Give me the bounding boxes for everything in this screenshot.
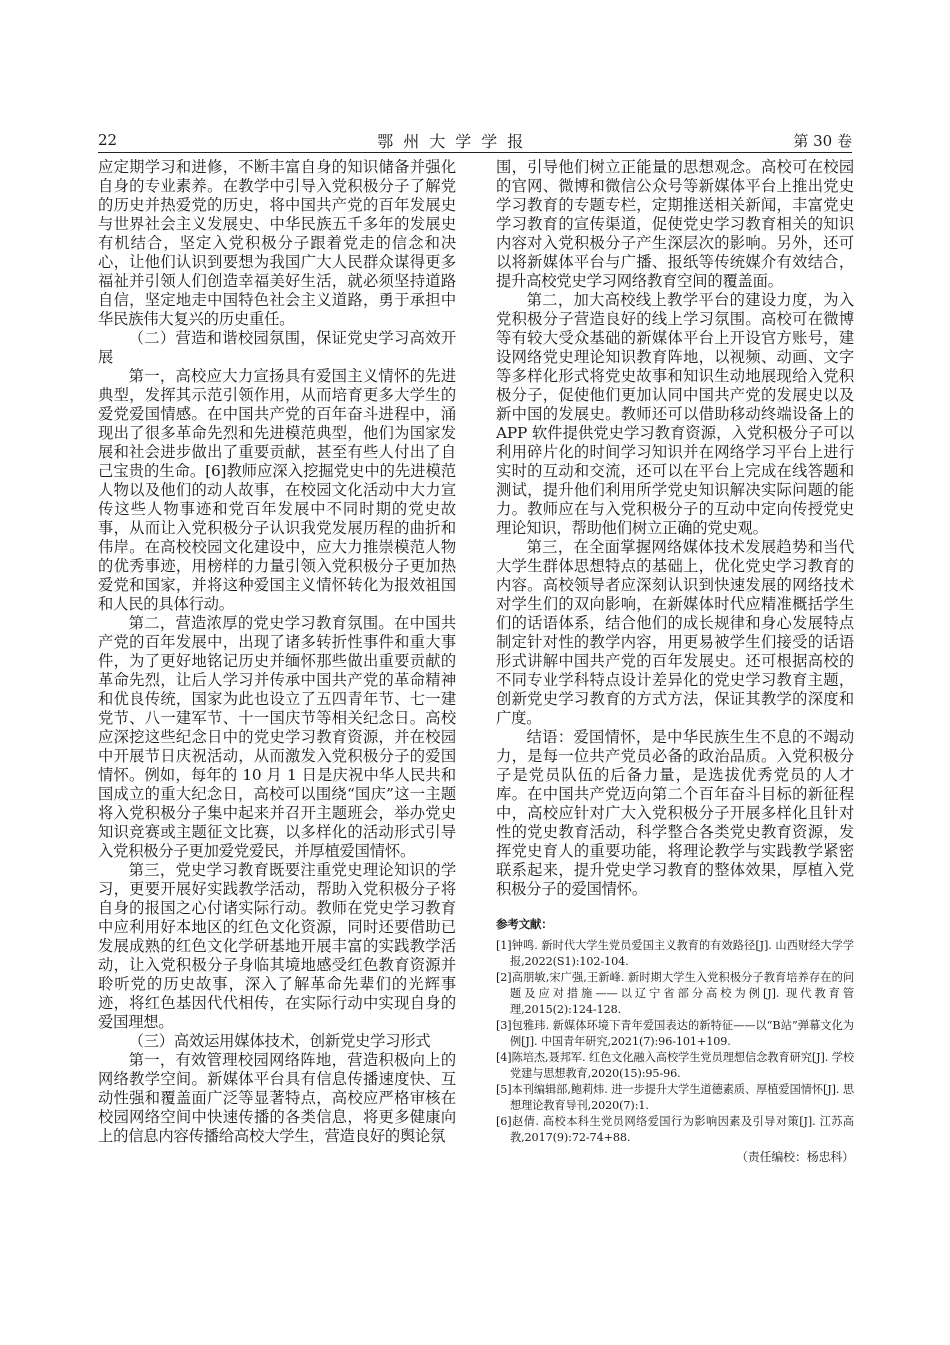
section-heading: （二）营造和谐校园氛围，保证党史学习高效开展 — [98, 329, 456, 366]
journal-title: 鄂州大学学报 — [377, 131, 534, 151]
left-column — [98, 158, 456, 1146]
paragraph: 第三，党史学习教育既要注重党史理论知识的学习，更要开展好实践教学活动，帮助入党积极分子将自身的报国之心付诸实际行动。教师在党史学习教育中应利用好本地区的红色文化资源，同时还要借助已发展成熟的红色文化学研基地开展丰富的实践教学活动，让入党积极分子身临其境地感受红色教育资源并聆听党的历史故事，深入了解革命先辈们的光辉事迹，将红色基因代代相传，在实际行动中实现自身的爱国理想。 — [98, 861, 456, 1031]
paragraph: 第二，加大高校线上教学平台的建设力度，为入党积极分子营造良好的线上学习氛围。高校可在微博等有较大受众基础的新媒体平台上开设官方账号，建设网络党史理论知识教育阵地，以视频、动画、文字等多样化形式将党史故事和知识生动地展现给入党积极分子，促使他们更加认同中国共产党的发展史以及新中国的发展史。教师还可以借助移动终端设备上的 APP 软件提供党史学习教育资源，入党积极分子可以利用碎片化的时间学习知识并在网络学习平台上进行实时的互动和交流，还可以在平台上完成在线答题和测试，提升他们利用所学党史知识解决实际问题的能力。教师应在与入党积极分子的互动中定向传授党史理论知识，帮助他们树立正确的党史观。 — [496, 291, 854, 537]
references-title: 参考文献： — [496, 917, 553, 931]
responsible-editor: （责任编校：杨忠科） — [735, 1150, 854, 1164]
paragraph: 第一，有效管理校园网络阵地，营造积极向上的网络教学空间。新媒体平台具有信息传播速度快、互动性强和覆盖面广泛等显著特点，高校应严格审核在校园网络空间中快速传播的各类信息，将更多健康向上的信息内容传播给高校大学生，营造良好的舆论氛 — [98, 1051, 456, 1145]
paragraph: 围，引导他们树立正能量的思想观念。高校可在校园的官网、微博和微信公众号等新媒体平台上推出党史学习教育的专题专栏，定期推送相关新闻，丰富党史学习教育的宣传渠道，促使党史学习教育相关的知识内容对入党积极分子产生深层次的影响。另外，还可以将新媒体平台与广播、报纸等传统媒介有效结合，提升高校党史学习网络教育空间的覆盖面。 — [496, 158, 854, 290]
conclusion-paragraph: 结语：爱国情怀，是中华民族生生不息的不竭动力，是每一位共产党员必备的政治品质。入党积极分子是党员队伍的后备力量，是选拔优秀党员的人才库。在中国共产党迈向第二个百年奋斗目标的新征程中，高校应针对广大入党积极分子开展多样化且针对性的党史教育活动，科学整合各类党史教育资源，发挥党史育人的重要功能，将理论教学与实践教学紧密联系起来，提升党史学习教育的整体效果，厚植入党积极分子的爱国情怀。 — [496, 728, 854, 898]
running-header — [98, 128, 852, 153]
section-heading: （三）高效运用媒体技术，创新党史学习形式 — [128, 1032, 431, 1050]
paragraph: 应定期学习和进修，不断丰富自身的知识储备并强化自身的专业素养。在教学中引导入党积极分子了解党的历史并热爱党的历史，将中国共产党的百年发展史与世界社会主义发展史、中华民族五千多年的发展史有机结合，坚定入党积极分子跟着党走的信念和决心，让他们认识到要想为我国广大人民群众谋得更多福祉并引领人们创造幸福美好生活，就必须坚持道路自信，坚定地走中国特色社会主义道路，勇于承担中华民族伟大复兴的历史重任。 — [98, 158, 456, 328]
reference-item: [1]钟鸣. 新时代大学生党员爱国主义教育的有效路径[J]. 山西财经大学学报,2022(S1):102-104. — [496, 939, 854, 968]
page-number: 22 — [98, 131, 118, 149]
reference-item: [6]赵倩. 高校本科生党员网络爱国行为影响因素及引导对策[J]. 江苏高教,2017(9):72-74+88. — [496, 1115, 854, 1144]
paragraph: 第三，在全面掌握网络媒体技术发展趋势和当代大学生群体思想特点的基础上，优化党史学习教育的内容。高校领导者应深刻认识到快速发展的网络技术对学生们的双向影响，在新媒体时代应精准概括学生们的话语体系，结合他们的成长规律和身心发展特点制定针对性的教学内容，用更易被学生们接受的话语形式讲解中国共产党的百年发展史。还可根据高校的不同专业学科特点设计差异化的党史学习教育主题，创新党史学习教育的方式方法，保证其教学的深度和广度。 — [496, 538, 854, 727]
reference-item: [4]陈培杰,聂邦军. 红色文化融入高校学生党员理想信念教育研究[J]. 学校党建与思想教育,2020(15):95-96. — [496, 1051, 854, 1080]
reference-item: [2]高朋敏,宋广强,王新峰. 新时期大学生入党积极分子教育培养存在的问题及应对措施——以辽宁省部分高校为例[J]. 现代教育管理,2015(2):124-128. — [496, 971, 854, 1016]
paragraph: 第二，营造浓厚的党史学习教育氛围。在中国共产党的百年发展中，出现了诸多转折性事件和重大事件，为了更好地铭记历史并缅怀那些做出重要贡献的革命先烈，让后人学习并传承中国共产党的革命精神和优良传统，国家为此也设立了五四青年节、七一建党节、八一建军节、十一国庆节等相关纪念日。高校应深挖这些纪念日中的党史学习教育资源，并在校园中开展节日庆祝活动，从而激发入党积极分子的爱国情怀。例如，每年的 10 月 1 日是庆祝中华人民共和国成立的重大纪念日，高校可以围绕“国庆”这一主题将入党积极分子集中起来并召开主题班会，举办党史知识竞赛或主题征文比赛，以多样化的活动形式引导入党积极分子更加爱党爱民，并厚植爱国情怀。 — [98, 614, 456, 860]
right-column — [496, 158, 854, 1167]
paragraph: 第一，高校应大力宣扬具有爱国主义情怀的先进典型，发挥其示范引领作用，从而培育更多大学生的爱党爱国情感。在中国共产党的百年奋斗进程中，涌现出了很多革命先烈和先进模范典型，他们为国家发展和社会进步做出了重要贡献，甚至有些人付出了自己宝贵的生命。[6]教师应深入挖掘党史中的先进模范人物以及他们的动人故事，在校园文化活动中大力宣传这些人物事迹和党百年发展中不同时期的党史故事，从而让入党积极分子认识我党发展历程的曲折和伟岸。在高校校园文化建设中，应大力推崇模范人物的优秀事迹，用榜样的力量引领入党积极分子更加热爱党和国家，并将这种爱国主义情怀转化为报效祖国和人民的具体行动。 — [98, 367, 456, 613]
reference-item: [3]包雅玮. 新媒体环境下青年爱国表达的新特征——以“B站”弹幕文化为例[J]. 中国青年研究,2021(7):96-101+109. — [496, 1019, 854, 1048]
volume-label: 第 30 卷 — [793, 131, 852, 150]
reference-item: [5]本刊编辑部,鲍莉炜. 进一步提升大学生道德素质、厚植爱国情怀[J]. 思想理论教育导刊,2020(7):1. — [496, 1083, 854, 1112]
